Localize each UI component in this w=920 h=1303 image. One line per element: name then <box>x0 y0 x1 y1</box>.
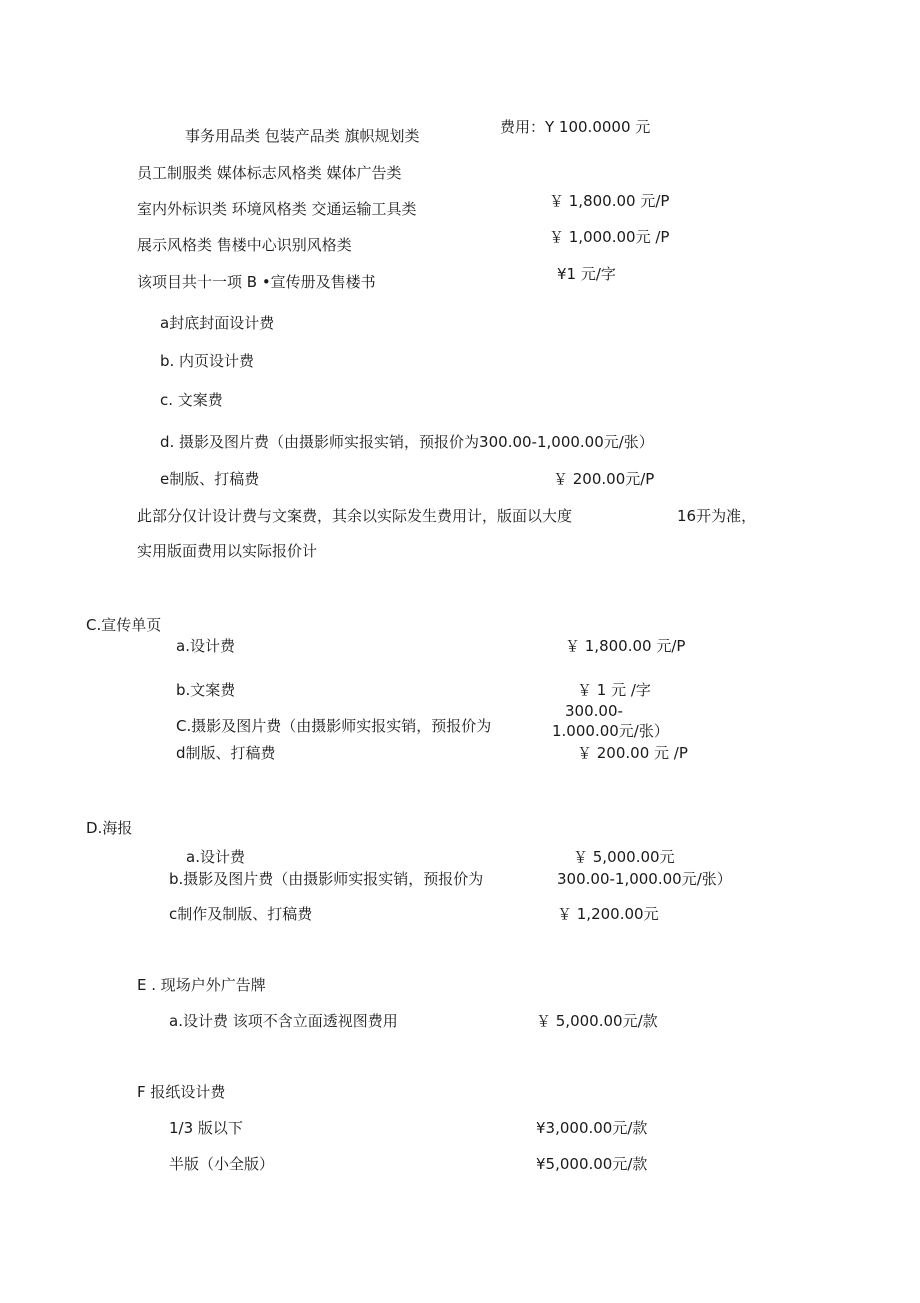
item-cover-design: a封底封面设计费 <box>160 314 275 332</box>
section-f-heading: F 报纸设计费 <box>137 1083 226 1101</box>
fee-1800: ￥ 1,800.00 元/P <box>549 192 670 210</box>
c-item-copywriting: b.文案费 <box>176 681 236 699</box>
c-item-photography: C.摄影及图片费（由摄影师实报实销，预报价为 <box>176 717 492 735</box>
total-fee: 费用：Y 100.0000 元 <box>500 118 651 136</box>
c-item-design: a.设计费 <box>176 637 235 655</box>
section-d-heading: D.海报 <box>86 819 133 837</box>
item-plate-making: e制版、打稿费 <box>160 470 260 488</box>
e-fee-design: ￥ 5,000.00元/款 <box>536 1012 658 1030</box>
f-item-half-page: 半版（小全版） <box>169 1155 275 1173</box>
category-line-5: 该项目共十一项 B •宣传册及售楼书 <box>137 273 376 291</box>
item-photography: d. 摄影及图片费（由摄影师实报实销，预报价为300.00-1,000.00元/张） <box>160 433 654 451</box>
category-line-2: 员工制服类 媒体标志风格类 媒体广告类 <box>137 164 402 182</box>
c-fee-plate-making: ￥ 200.00 元 /P <box>577 744 688 762</box>
category-line-4: 展示风格类 售楼中心识别风格类 <box>137 236 352 254</box>
fee-per-word: ¥1 元/字 <box>557 265 616 283</box>
c-fee-photo-line-2: 1.000.00元/张） <box>552 722 669 740</box>
f-fee-third-page: ¥3,000.00元/款 <box>536 1119 648 1137</box>
e-item-design: a.设计费 该项不含立面透视图费用 <box>169 1012 398 1030</box>
section-e-heading: E . 现场户外广告牌 <box>137 976 266 994</box>
c-item-plate-making: d制版、打稿费 <box>176 744 276 762</box>
note-line-1-tail: 16开为准， <box>677 507 757 525</box>
d-fee-design: ￥ 5,000.00元 <box>573 848 675 866</box>
item-inner-page-design: b. 内页设计费 <box>160 352 255 370</box>
d-item-design: a.设计费 <box>186 848 245 866</box>
c-fee-copywriting: ￥ 1 元 /字 <box>577 681 651 699</box>
section-c-heading: C.宣传单页 <box>86 616 162 634</box>
category-line-1: 事务用品类 包装产品类 旗帜规划类 <box>185 127 420 145</box>
category-line-3: 室内外标识类 环境风格类 交通运输工具类 <box>137 200 417 218</box>
c-fee-photo-line-1: 300.00- <box>565 702 623 720</box>
c-fee-design: ￥ 1,800.00 元/P <box>565 637 686 655</box>
d-item-production: c制作及制版、打稿费 <box>169 905 313 923</box>
d-fee-production: ￥ 1,200.00元 <box>557 905 659 923</box>
item-copywriting: c. 文案费 <box>160 391 223 409</box>
f-item-third-page: 1/3 版以下 <box>169 1119 243 1137</box>
note-line-2: 实用版面费用以实际报价计 <box>137 542 318 560</box>
note-line-1: 此部分仅计设计费与文案费，其余以实际发生费用计，版面以大度 <box>137 507 573 525</box>
f-fee-half-page: ¥5,000.00元/款 <box>536 1155 648 1173</box>
d-item-photography: b.摄影及图片费（由摄影师实报实销，预报价为 <box>169 870 484 888</box>
fee-plate-making: ￥ 200.00元/P <box>553 470 655 488</box>
fee-1000: ￥ 1,000.00元 /P <box>549 228 670 246</box>
d-fee-photography: 300.00-1,000.00元/张） <box>557 870 732 888</box>
